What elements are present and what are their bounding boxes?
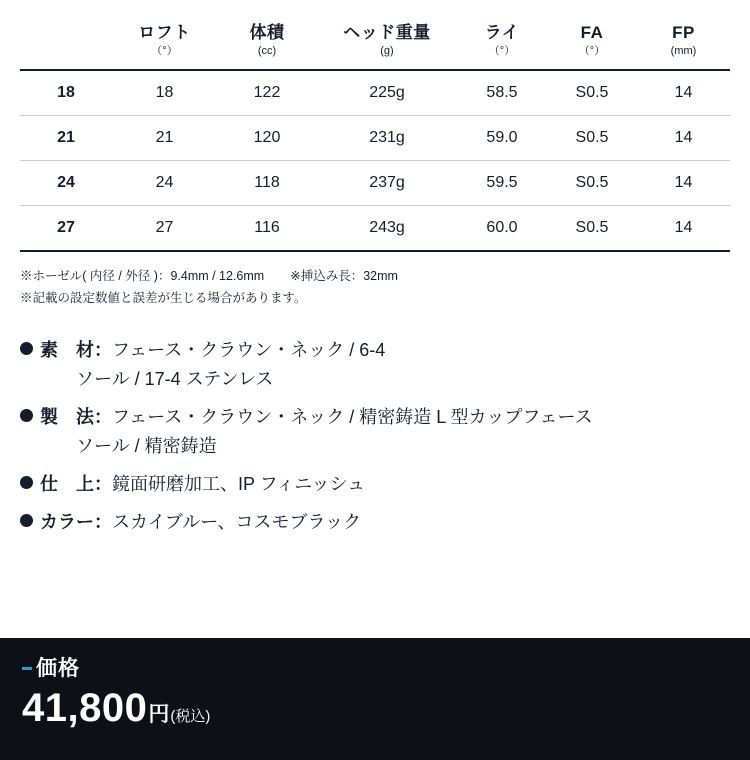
cell-model: 18 [20, 70, 112, 116]
spec-header-cell-headweight [317, 10, 457, 70]
cell-volume: 122 [217, 70, 317, 116]
cell-fp: 14 [637, 115, 730, 160]
cell-loft: 18 [112, 70, 217, 116]
note-line-2: ※記載の設定数値と誤差が生じる場合があります。 [20, 290, 307, 305]
cell-model: 24 [20, 160, 112, 205]
spec-table-body [20, 70, 730, 251]
bullet-icon [20, 342, 33, 355]
cell-fa: S0.5 [547, 70, 637, 116]
price-currency: 円 [148, 703, 170, 726]
cell-headweight: 225g [317, 70, 457, 116]
list-item [20, 403, 730, 461]
spec-header-title-fa: FA [580, 23, 604, 42]
cell-headweight: 237g [317, 160, 457, 205]
feature-label-finish: 仕 上： [40, 474, 112, 495]
feature-row-primary [40, 336, 730, 365]
table-row [20, 160, 730, 205]
table-row [20, 205, 730, 251]
spec-header-title-volume: 体積 [249, 23, 285, 42]
cell-model: 21 [20, 115, 112, 160]
cell-fa: S0.5 [547, 205, 637, 251]
cell-lie: 59.5 [457, 160, 547, 205]
feature-value-color-1: スカイブルー、コスモブラック [112, 512, 362, 533]
cell-fa: S0.5 [547, 160, 637, 205]
cell-fp: 14 [637, 70, 730, 116]
price-tax-note: (税込) [170, 708, 211, 725]
spec-header-cell-fa [547, 10, 637, 70]
spec-header-title-loft: ロフト [138, 23, 191, 42]
bullet-icon [20, 476, 33, 489]
feature-label-color: カラー： [40, 512, 112, 533]
spec-header-unit-loft: （°） [151, 45, 178, 58]
cell-loft: 21 [112, 115, 217, 160]
cell-lie: 58.5 [457, 70, 547, 116]
spec-header-cell-0 [20, 10, 112, 70]
bullet-icon [20, 514, 33, 527]
spec-header-cell-lie [457, 10, 547, 70]
note-hosel: ※ホーゼル( 内径 / 外径 )：9.4mm / 12.6mm [20, 268, 265, 283]
feature-value-process-1: フェース・クラウン・ネック / 精密鋳造 L 型カップフェース [112, 406, 593, 427]
cell-lie: 60.0 [457, 205, 547, 251]
cell-loft: 24 [112, 160, 217, 205]
feature-value-material-2: ソール / 17-4 ステンレス [76, 368, 274, 389]
table-row [20, 70, 730, 116]
price-label: 価格 [36, 657, 80, 680]
cell-volume: 116 [217, 205, 317, 251]
spec-header-cell-fp [637, 10, 730, 70]
spec-notes [20, 266, 730, 310]
spec-header-unit-headweight: (g) [380, 45, 394, 58]
list-item [20, 508, 730, 537]
cell-volume: 118 [217, 160, 317, 205]
price-label-row [22, 652, 750, 682]
feature-row-primary [40, 403, 730, 432]
cell-headweight: 231g [317, 115, 457, 160]
cell-loft: 27 [112, 205, 217, 251]
feature-list [20, 336, 730, 538]
cell-fa: S0.5 [547, 115, 637, 160]
spec-header-unit-fa: （°） [578, 45, 606, 58]
cell-fp: 14 [637, 205, 730, 251]
cell-volume: 120 [217, 115, 317, 160]
spec-header-title-headweight: ヘッド重量 [343, 23, 431, 42]
note-insert-length: ※挿込み長：32mm [290, 268, 398, 283]
table-row [20, 115, 730, 160]
feature-body-process [40, 403, 730, 461]
feature-label-process: 製 法： [40, 406, 112, 427]
spec-header-cell-volume [217, 10, 317, 70]
feature-body-finish [40, 470, 730, 499]
feature-row-primary [40, 470, 730, 499]
cell-lie: 59.0 [457, 115, 547, 160]
product-spec-page [0, 10, 750, 760]
spec-table-head [20, 10, 730, 70]
feature-label-material: 素 材： [40, 339, 112, 360]
spec-header-unit-lie: （°） [488, 45, 516, 58]
spec-header-title-fp: FP [672, 23, 695, 42]
note-line-1 [20, 266, 730, 288]
feature-value-process-2: ソール / 精密鋳造 [76, 436, 217, 457]
cell-fp: 14 [637, 160, 730, 205]
cell-model: 27 [20, 205, 112, 251]
feature-value-material-1: フェース・クラウン・ネック / 6-4 [112, 339, 386, 360]
feature-body-material [40, 336, 730, 394]
dash-icon [22, 667, 32, 670]
list-item [20, 336, 730, 394]
feature-row-primary [40, 508, 730, 537]
spec-table [20, 10, 730, 252]
price-value: 41,800 [22, 686, 148, 730]
cell-headweight: 243g [317, 205, 457, 251]
bullet-icon [20, 409, 33, 422]
spec-table-header-row [20, 10, 730, 70]
spec-header-unit-fp: (mm) [670, 45, 697, 58]
spec-header-title-lie: ライ [484, 23, 520, 42]
price-value-row [22, 686, 750, 731]
price-band [0, 638, 750, 760]
spec-header-cell-loft [112, 10, 217, 70]
feature-body-color [40, 508, 730, 537]
list-item [20, 470, 730, 499]
feature-value-finish-1: 鏡面研磨加工、IP フィニッシュ [112, 474, 366, 495]
spec-header-unit-volume: (cc) [257, 45, 277, 58]
